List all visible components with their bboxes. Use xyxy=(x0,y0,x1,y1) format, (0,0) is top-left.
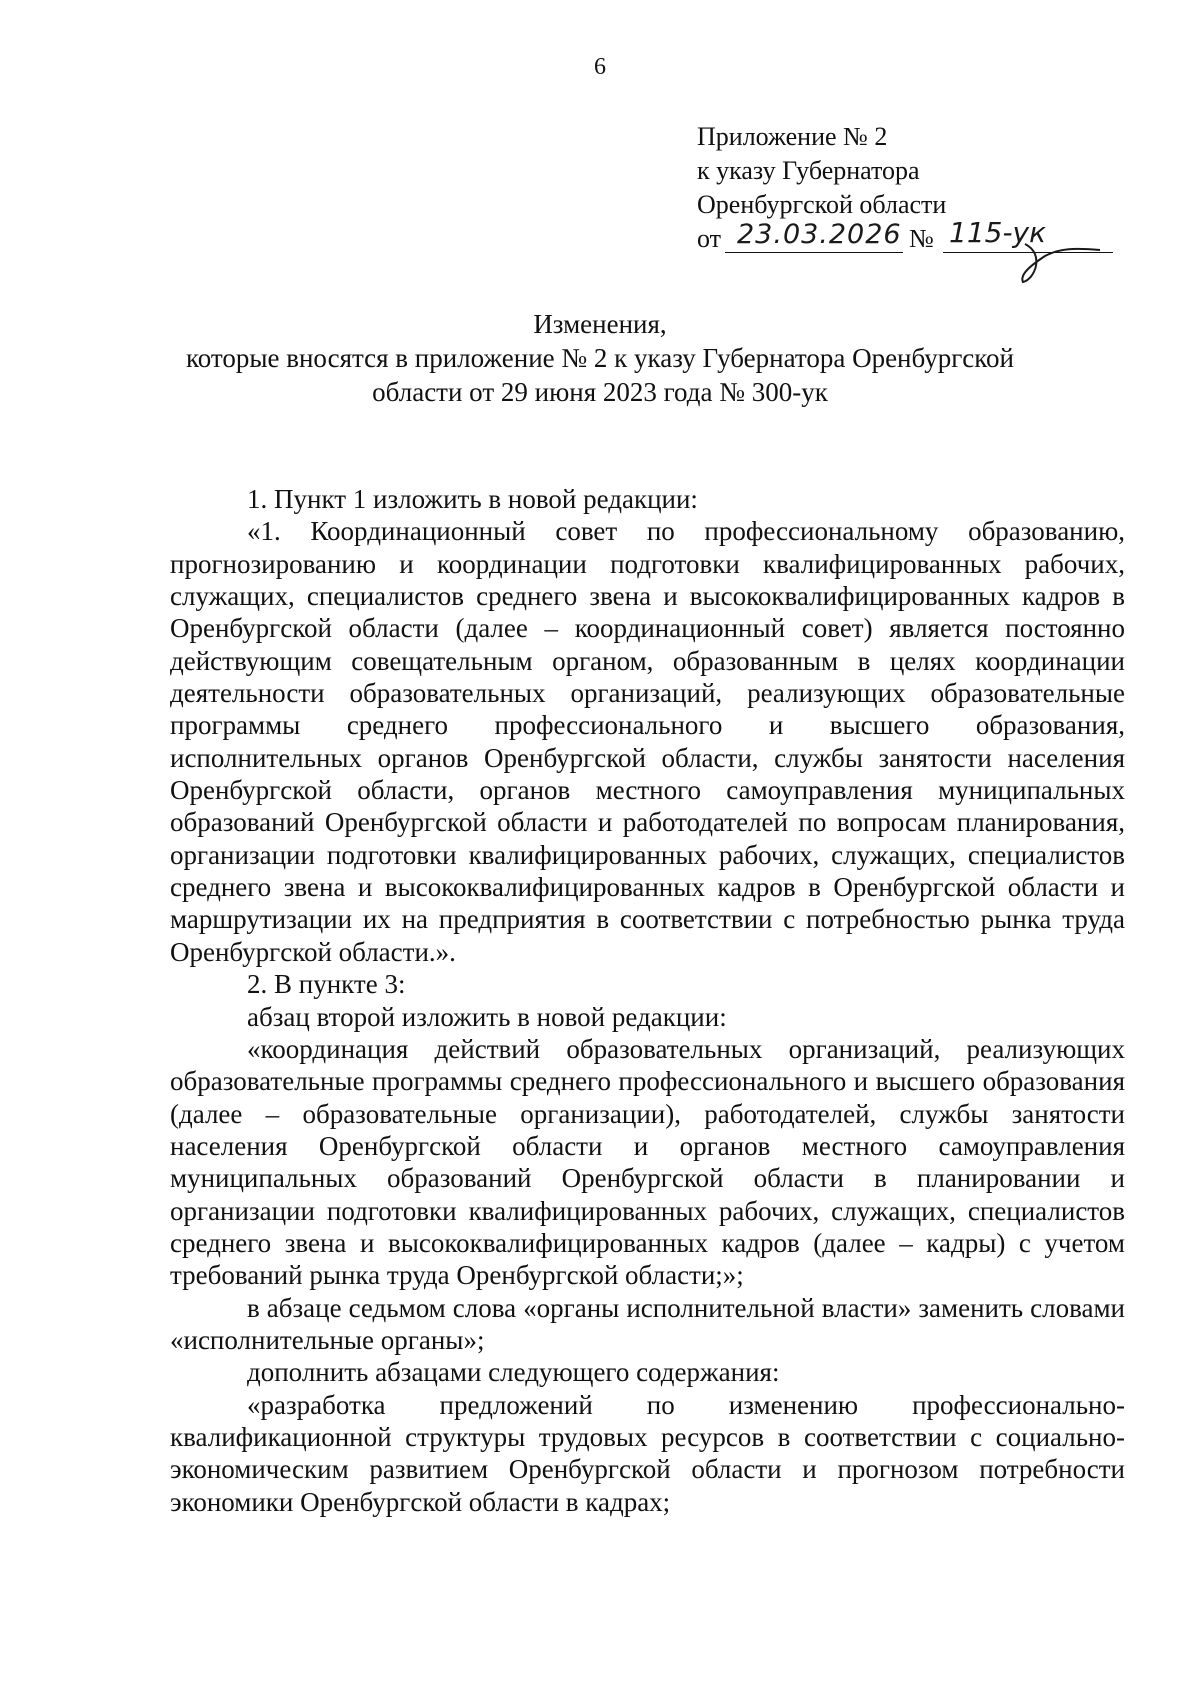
document-heading xyxy=(0,307,1200,409)
paragraph-item-1-text: «1. Координационный совет по профессиональному образованию, прогнозированию и координации подготовки квалифицированных рабочих, служащих, специалистов среднего звена и высококвалифицированных кадров в Оренбургской области (далее – координационный совет) является постоянно действующим совещательным органом, образованным в целях координации деятельности образовательных организаций, реализующих образовательные программы среднего профессионального и высшего образования, исполнительных органов Оренбургской области, службы занятости населения Оренбургской области, органов местного самоуправления муниципальных образований Оренбургской области и работодателей по вопросам планирования, организации подготовки квалифицированных рабочих, служащих, специалистов среднего звена и высококвалифицированных кадров в Оренбургской области и маршрутизации их на предприятия в соответствии с потребностью рынка труда Оренбургской области.». xyxy=(170,516,1125,967)
heading-line-3: области от 29 июня 2023 года № 300-ук xyxy=(372,377,828,407)
appendix-decree-ref: к указу Губернатора xyxy=(697,156,920,185)
heading-line-2: которые вносятся в приложение № 2 к указу Губернатора Оренбургской xyxy=(186,343,1014,373)
paragraph-abzac-2-text: «координация действий образовательных организаций, реализующих образовательные программы среднего профессионального и высшего образования (далее – образовательные организации), работодателей, службы занятости населения Оренбургской области и органов местного самоуправления муниципальных образований Оренбургской области в планировании и организации подготовки квалифицированных рабочих, служащих, специалистов среднего звена и высококвалифицированных кадров (далее – кадры) с учетом требований рынка труда Оренбургской области;»; xyxy=(170,1033,1125,1291)
paragraph-abzac-7: в абзаце седьмом слова «органы исполнительной власти» заменить словами «исполнительные органы»; xyxy=(170,1292,1125,1355)
appendix-title: Приложение № 2 xyxy=(697,122,888,151)
paragraph-supplement-text: «разработка предложений по изменению профессионально-квалификационной структуры трудовых ресурсов в соответствии с социально-экономическим развитием Оренбургской области и прогнозом потребности экономики Оренбургской области в кадрах; xyxy=(170,1389,1125,1517)
paragraph-item-2: 2. В пункте 3: xyxy=(247,969,406,1000)
number-label: № xyxy=(909,224,934,253)
heading-title: Изменения, xyxy=(533,309,667,339)
paragraph-abzac-2-intro: абзац второй изложить в новой редакции: xyxy=(247,1001,727,1032)
date-underline xyxy=(725,252,903,253)
from-label: от xyxy=(697,224,722,253)
appendix-header xyxy=(697,120,1047,256)
appendix-region: Оренбургской области xyxy=(697,190,947,219)
appendix-date-number-line xyxy=(697,216,1047,256)
paragraph-item-1: 1. Пункт 1 изложить в новой редакции: xyxy=(247,484,698,514)
page-number: 6 xyxy=(594,54,606,80)
paragraph-supplement-intro: дополнить абзацами следующего содержания: xyxy=(247,1357,780,1388)
handwritten-number: 115-ук xyxy=(949,216,1047,249)
handwritten-date: 23.03.2026 xyxy=(737,219,902,250)
document-body xyxy=(170,483,1125,1518)
handwriting-flourish xyxy=(1015,234,1105,284)
